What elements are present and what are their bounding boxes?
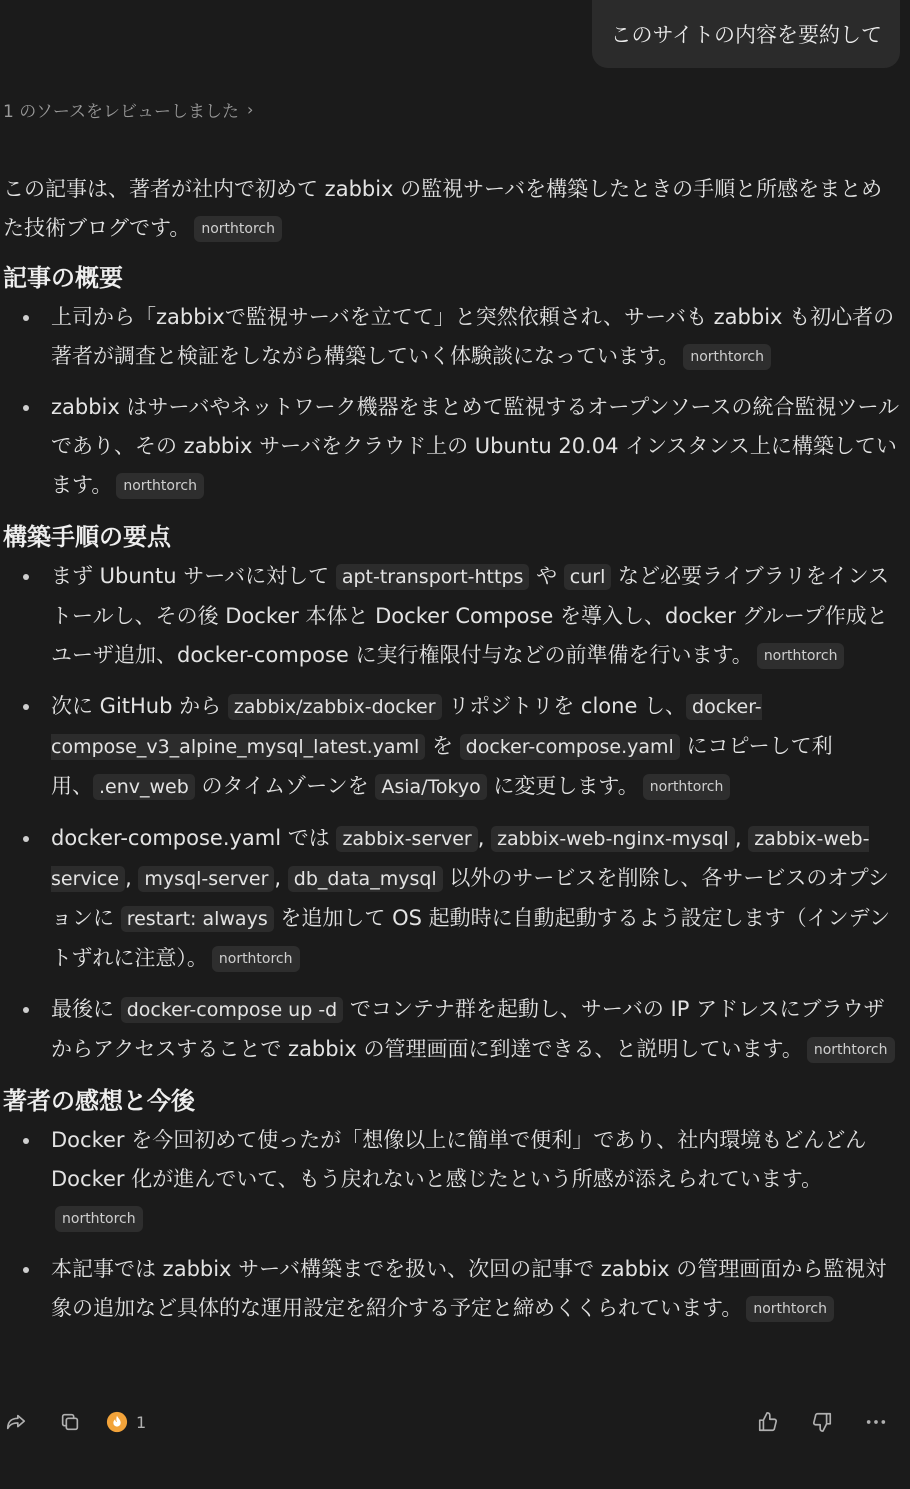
inline-code: Asia/Tokyo [375, 774, 486, 800]
sources-label: 1 のソースをレビューしました [3, 102, 240, 122]
user-message-text: このサイトの内容を要約して [610, 23, 882, 47]
section-heading-steps: 構築手順の要点 [3, 523, 171, 551]
thumbs-up-icon [757, 1411, 779, 1433]
thumbs-down-button[interactable] [810, 1404, 834, 1440]
inline-code: .env_web [93, 774, 195, 800]
citation-chip[interactable]: northtorch [194, 216, 282, 242]
section-heading-impressions: 著者の感想と今後 [3, 1087, 195, 1115]
inline-code: zabbix-server [336, 826, 477, 852]
overview-list [3, 298, 903, 505]
list-item [51, 1250, 903, 1328]
inline-code: zabbix/zabbix-docker [228, 694, 442, 720]
inline-code: zabbix-web-service [51, 828, 870, 890]
text: に変更します。 [486, 774, 639, 798]
text: のタイムゾーンを [194, 774, 376, 798]
text: まず Ubuntu サーバに対して [51, 564, 336, 588]
thumbs-up-button[interactable] [756, 1404, 780, 1440]
inline-code: restart: always [121, 906, 274, 932]
inline-code: mysql-server [138, 866, 274, 892]
text: でコンテナ群を起動し、サーバの IP アドレスにブラウザからアクセスすることで zabbix の管理画面に到達できる、と説明しています。 [51, 997, 885, 1061]
text: 以外のサービスを削除し、各サービスのオプションに [51, 866, 889, 930]
text: や [529, 564, 564, 588]
steps-list [3, 557, 903, 1069]
thumbs-down-icon [811, 1411, 833, 1433]
list-item [51, 388, 903, 505]
text: を追加して OS 起動時に自動起動するよう設定します（インデントずれに注意）。 [51, 906, 891, 970]
sources-reviewed-toggle[interactable] [3, 97, 253, 122]
flame-count: 1 [136, 1412, 147, 1432]
text: にコピーして利用、 [51, 734, 833, 798]
more-options-button[interactable] [864, 1404, 888, 1440]
share-icon [5, 1411, 27, 1433]
flame-reaction-button[interactable] [106, 1404, 146, 1440]
inline-code: zabbix-web-nginx-mysql [491, 826, 735, 852]
intro-text: この記事は、著者が社内で初めて zabbix の監視サーバを構築したときの手順と所感をまとめた技術ブログです。 [3, 177, 883, 240]
text: 最後に [51, 997, 121, 1021]
list-item [51, 819, 903, 978]
text: 次に GitHub から [51, 694, 228, 718]
text: , [125, 866, 139, 890]
copy-button[interactable] [58, 1404, 82, 1440]
intro-paragraph [3, 170, 903, 248]
chevron-right-icon: › [247, 100, 254, 119]
list-item [51, 557, 903, 675]
list-item-text: 上司から「zabbixで監視サーバを立てて」と突然依頼され、サーバも zabbix も初心者の著者が調査と検証をしながら構築していく体験談になっています。 [51, 305, 895, 368]
impressions-list [3, 1121, 903, 1328]
citation-chip[interactable]: northtorch [55, 1206, 143, 1232]
citation-chip[interactable]: northtorch [116, 473, 204, 499]
text: docker-compose.yaml では [51, 826, 337, 850]
list-item-text: 本記事では zabbix サーバ構築までを扱い、次回の記事で zabbix の管理画面から監視対象の追加など具体的な運用設定を紹介する予定と締めくくられています。 [51, 1257, 887, 1320]
citation-chip[interactable]: northtorch [807, 1037, 895, 1063]
text: リポジトリを clone し、 [441, 694, 687, 718]
list-item-text: zabbix はサーバやネットワーク機器をまとめて監視するオープンソースの統合監視ツールであり、その zabbix サーバをクラウド上の Ubuntu 20.04 インスタンス上に構築しています。 [51, 395, 900, 497]
citation-chip[interactable]: northtorch [746, 1296, 834, 1322]
citation-chip[interactable]: northtorch [757, 643, 845, 669]
assistant-response [3, 170, 903, 1340]
citation-chip[interactable]: northtorch [643, 774, 731, 800]
flame-icon [106, 1411, 128, 1433]
text: など必要ライブラリをインストールし、その後 Docker 本体と Docker Compose を導入し、docker グループ作成とユーザ追加、docker-compose に実行権限付与などの前準備を行います。 [51, 564, 890, 667]
text: , [274, 866, 288, 890]
copy-icon [59, 1411, 81, 1433]
inline-code: docker-compose_v3_alpine_mysql_latest.yaml [51, 696, 762, 758]
inline-code: docker-compose up -d [121, 997, 344, 1023]
user-message-bubble [592, 0, 900, 68]
list-item-text: Docker を今回初めて使ったが「想像以上に簡単で便利」であり、社内環境もどんどん Docker 化が進んでいて、もう戻れないと感じたという所感が添えられています。 [51, 1128, 867, 1191]
section-heading-overview: 記事の概要 [3, 264, 123, 292]
list-item [51, 990, 903, 1069]
inline-code: db_data_mysql [288, 866, 443, 892]
inline-code: apt-transport-https [336, 564, 530, 590]
response-action-toolbar [0, 1404, 910, 1440]
text: , [734, 826, 749, 850]
more-icon [865, 1411, 887, 1433]
text: を [425, 734, 460, 758]
inline-code: docker-compose.yaml [460, 734, 680, 760]
list-item [51, 1121, 903, 1238]
citation-chip[interactable]: northtorch [683, 344, 771, 370]
share-button[interactable] [4, 1404, 28, 1440]
list-item [51, 298, 903, 376]
list-item [51, 687, 903, 807]
inline-code: curl [564, 564, 612, 590]
text: , [477, 826, 492, 850]
citation-chip[interactable]: northtorch [212, 946, 300, 972]
